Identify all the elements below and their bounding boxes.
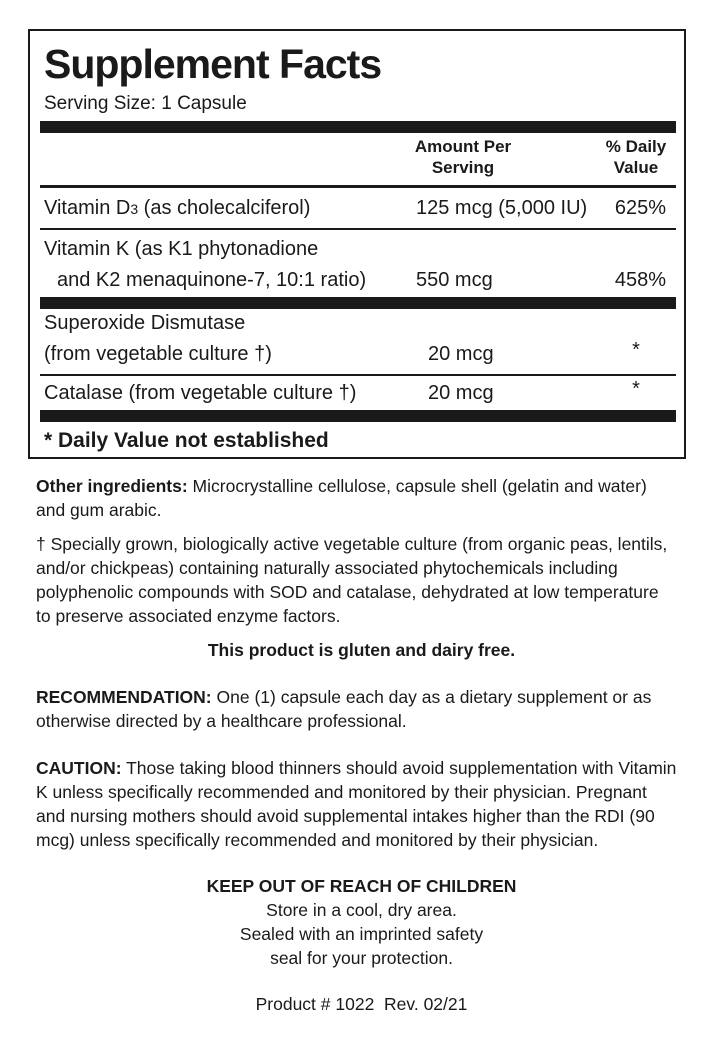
supplement-facts-panel — [28, 29, 686, 459]
vegetable-culture-footnote: † Specially grown, biologically active vegetable culture (from organic peas, lentils, and/or chickpeas) containing naturally associated phytochemicals including polyphenolic compounds with SOD and catalase, dehydrated at low temperature to preserve associated enzyme factors. — [36, 534, 668, 626]
daily-value-note: * Daily Value not established — [44, 429, 329, 452]
nutrient-name-cont: and K2 menaquinone-7, 10:1 ratio) — [57, 269, 367, 291]
nutrient-amount: 550 mcg — [416, 269, 493, 291]
caution: CAUTION: Those taking blood thinners should avoid supplementation with Vitamin K unless specifically recommended and monitored by their physician. Pregnant and nursing mothers should avoid supplemental intakes higher than the RDI (90 mcg) unless specifically recommended and monitored by their physician. — [36, 758, 677, 850]
row-divider — [40, 374, 676, 376]
nutrient-name: Vitamin D3 (as cholecalciferol) — [44, 197, 311, 219]
thick-divider — [40, 410, 676, 422]
nutrient-daily-value: 625% — [614, 197, 666, 219]
nutrient-amount: 125 mcg (5,000 IU) — [416, 197, 588, 219]
other-ingredients: Other ingredients: Microcrystalline cellulose, capsule shell (gelatin and water) and gum arabic. — [36, 476, 647, 520]
header-divider — [40, 185, 676, 188]
daily-value-header: % Daily Value — [605, 137, 667, 177]
serving-size: Serving Size: 1 Capsule — [44, 93, 247, 114]
keep-out-of-reach-heading: KEEP OUT OF REACH OF CHILDREN — [206, 876, 517, 896]
row-divider — [40, 228, 676, 230]
nutrient-amount: 20 mcg — [428, 343, 494, 365]
thick-divider — [40, 121, 676, 133]
nutrient-daily-value: * — [632, 378, 640, 400]
caution-label: CAUTION: — [36, 758, 122, 778]
nutrient-daily-value: * — [632, 339, 640, 361]
recommendation: RECOMMENDATION: One (1) capsule each day as a dietary supplement or as otherwise directed by a healthcare professional. — [36, 687, 652, 731]
nutrient-name: Vitamin K (as K1 phytonadione — [44, 238, 319, 260]
gluten-dairy-free-note: This product is gluten and dairy free. — [207, 640, 516, 660]
nutrient-name-cont: (from vegetable culture †) — [44, 343, 272, 365]
other-ingredients-label: Other ingredients: — [36, 476, 188, 496]
nutrient-daily-value: 458% — [614, 269, 666, 291]
storage-instructions: KEEP OUT OF REACH OF CHILDREN Store in a cool, dry area. Sealed with an imprinted safety seal for your protection. — [0, 874, 723, 970]
nutrient-amount: 20 mcg — [428, 382, 494, 404]
recommendation-label: RECOMMENDATION: — [36, 687, 212, 707]
nutrient-name: Catalase (from vegetable culture †) — [44, 382, 357, 404]
facts-title: Supplement Facts — [44, 41, 382, 87]
product-number: Product # 1022 Rev. 02/21 — [255, 994, 468, 1014]
amount-per-serving-header: Amount Per Serving — [414, 137, 512, 177]
nutrient-name: Superoxide Dismutase — [44, 312, 246, 334]
